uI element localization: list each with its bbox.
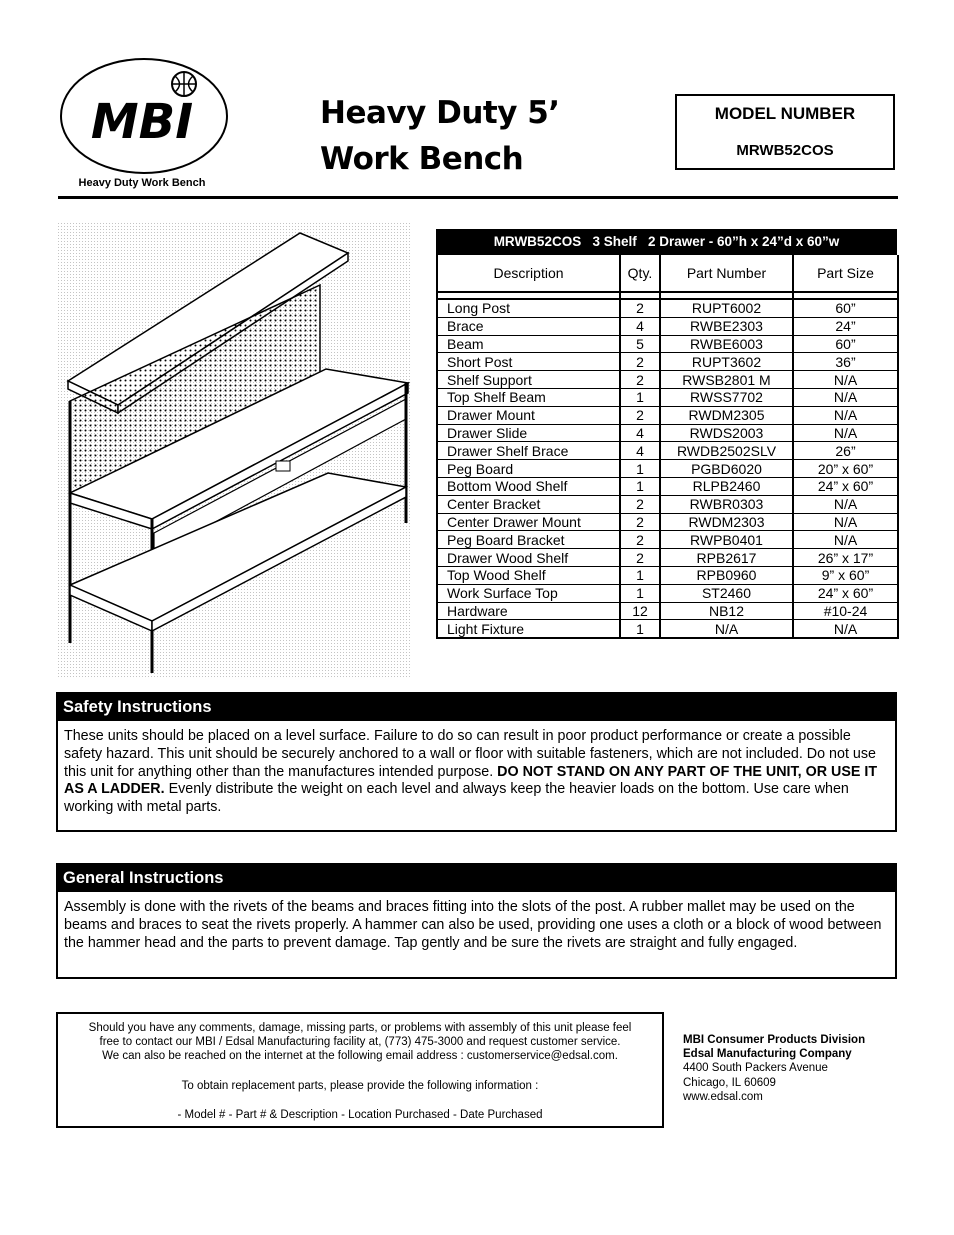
part-qty: 1 xyxy=(620,620,660,638)
table-row xyxy=(437,566,898,584)
safety-text-2: Evenly distribute the weight on each level and always keep the heavier loads on the bottom. Use care when working with metal parts. xyxy=(64,781,849,816)
part-qty: 12 xyxy=(620,602,660,620)
logo-caption: Heavy Duty Work Bench xyxy=(78,177,206,189)
company-division: MBI Consumer Products Division xyxy=(683,1034,866,1046)
table-row xyxy=(437,424,898,442)
part-number: ST2460 xyxy=(660,584,793,602)
part-qty: 1 xyxy=(620,477,660,495)
part-size: 36” xyxy=(793,353,898,371)
part-size: N/A xyxy=(793,531,898,549)
part-size: #10-24 xyxy=(793,602,898,620)
parts-caption: MRWB52COS 3 Shelf 2 Drawer - 60”h x 24”d x 60”w xyxy=(436,229,897,255)
part-description: Drawer Mount xyxy=(437,406,620,424)
col-part-size: Part Size xyxy=(793,255,898,292)
col-description: Description xyxy=(437,255,620,292)
part-size: 60” xyxy=(793,299,898,317)
part-number: N/A xyxy=(660,620,793,638)
part-qty: 2 xyxy=(620,495,660,513)
part-number: RWSS7702 xyxy=(660,388,793,406)
part-size: N/A xyxy=(793,406,898,424)
part-number: RWBE2303 xyxy=(660,317,793,335)
table-row xyxy=(437,317,898,335)
part-number: RWBR0303 xyxy=(660,495,793,513)
part-qty: 2 xyxy=(620,513,660,531)
safety-instructions xyxy=(56,692,897,832)
header-divider xyxy=(58,196,898,199)
table-row xyxy=(437,584,898,602)
title-line-1: Heavy Duty 5’ xyxy=(320,95,560,131)
part-number: RUPT6002 xyxy=(660,299,793,317)
col-qty: Qty. xyxy=(620,255,660,292)
part-description: Beam xyxy=(437,335,620,353)
table-row xyxy=(437,335,898,353)
table-row xyxy=(437,442,898,460)
title-line-2: Work Bench xyxy=(320,141,524,177)
part-size: 24” x 60” xyxy=(793,584,898,602)
part-description: Shelf Support xyxy=(437,371,620,389)
part-description: Peg Board Bracket xyxy=(437,531,620,549)
part-size: N/A xyxy=(793,495,898,513)
company-website[interactable]: www.edsal.com xyxy=(683,1090,763,1103)
part-number: RWSB2801 M xyxy=(660,371,793,389)
company-name: Edsal Manufacturing Company xyxy=(683,1048,852,1061)
safety-warning: DO NOT STAND ON ANY PART OF THE UNIT, OR USE IT AS A LADDER. xyxy=(64,763,878,798)
part-description: Drawer Slide xyxy=(437,424,620,442)
part-number: RWDB2502SLV xyxy=(660,442,793,460)
safety-text-1: These units should be placed on a level surface. Failure to do so can result in poor product performance or create a possible safety hazard. This unit should be securely anchored to a wall or floor with suitable fasteners, which are not included. Do not use this unit for anything other than the manufactures intended purpose. xyxy=(64,728,876,780)
logo-text: MBI xyxy=(90,94,194,150)
part-number: RPB2617 xyxy=(660,549,793,567)
part-description: Drawer Wood Shelf xyxy=(437,549,620,567)
part-number: RWPB0401 xyxy=(660,531,793,549)
table-row xyxy=(437,513,898,531)
part-size: 26” xyxy=(793,442,898,460)
part-qty: 2 xyxy=(620,353,660,371)
part-description: Hardware xyxy=(437,602,620,620)
parts-table xyxy=(436,255,899,639)
spacer-row xyxy=(437,292,898,299)
part-qty: 4 xyxy=(620,317,660,335)
part-description: Drawer Shelf Brace xyxy=(437,442,620,460)
table-row xyxy=(437,477,898,495)
part-description: Long Post xyxy=(437,299,620,317)
part-size: 9” x 60” xyxy=(793,566,898,584)
part-description: Short Post xyxy=(437,353,620,371)
part-size: N/A xyxy=(793,388,898,406)
page-title xyxy=(320,90,560,182)
model-value: MRWB52COS xyxy=(736,142,834,159)
contact-line-2: free to contact our MBI / Edsal Manufacturing facility at, (773) 475-3000 and request customer service. xyxy=(99,1036,621,1049)
table-row xyxy=(437,531,898,549)
part-number: RWDM2303 xyxy=(660,513,793,531)
table-row xyxy=(437,388,898,406)
general-instructions xyxy=(56,863,897,979)
part-qty: 1 xyxy=(620,388,660,406)
part-number: RWBE6003 xyxy=(660,335,793,353)
contact-line-3: We can also be reached on the internet at the following email address : customerservice@edsal.com. xyxy=(102,1050,618,1063)
model-number-box xyxy=(675,94,895,170)
part-qty: 4 xyxy=(620,442,660,460)
part-description: Work Surface Top xyxy=(437,584,620,602)
part-description: Center Drawer Mount xyxy=(437,513,620,531)
table-row xyxy=(437,549,898,567)
company-city: Chicago, IL 60609 xyxy=(683,1076,776,1089)
part-number: RWDM2305 xyxy=(660,406,793,424)
part-qty: 2 xyxy=(620,549,660,567)
part-qty: 1 xyxy=(620,460,660,478)
table-row xyxy=(437,371,898,389)
part-size: N/A xyxy=(793,424,898,442)
part-number: RWDS2003 xyxy=(660,424,793,442)
part-qty: 2 xyxy=(620,531,660,549)
table-row xyxy=(437,460,898,478)
part-description: Bottom Wood Shelf xyxy=(437,477,620,495)
workbench-illustration xyxy=(58,223,412,679)
table-row xyxy=(437,299,898,317)
part-description: Brace xyxy=(437,317,620,335)
part-qty: 2 xyxy=(620,299,660,317)
contact-line-1: Should you have any comments, damage, missing parts, or problems with assembly of this unit please feel xyxy=(88,1022,632,1034)
contact-box xyxy=(56,1012,664,1128)
part-description: Top Shelf Beam xyxy=(437,388,620,406)
safety-title: Safety Instructions xyxy=(58,694,895,721)
part-size: 20” x 60” xyxy=(793,460,898,478)
part-qty: 4 xyxy=(620,424,660,442)
part-description: Center Bracket xyxy=(437,495,620,513)
contact-line-5: - Model # - Part # & Description - Location Purchased - Date Purchased xyxy=(177,1108,543,1121)
part-size: 60” xyxy=(793,335,898,353)
part-size: 24” x 60” xyxy=(793,477,898,495)
model-label: MODEL NUMBER xyxy=(714,104,856,123)
general-text: Assembly is done with the rivets of the beams and braces fitting into the slots of the post. A rubber mallet may be used on the beams and braces to seat the rivets properly. A hammer can also be used, providing one uses a cloth or a block of wood between the hammer head and the parts to prevent damage. Tap gently and be sure the rivets are straight and fully engaged. xyxy=(64,899,882,951)
parts-header-row xyxy=(437,255,898,292)
part-qty: 1 xyxy=(620,584,660,602)
part-number: NB12 xyxy=(660,602,793,620)
part-size: N/A xyxy=(793,620,898,638)
table-row xyxy=(437,602,898,620)
part-size: N/A xyxy=(793,513,898,531)
part-number: RPB0960 xyxy=(660,566,793,584)
table-row xyxy=(437,495,898,513)
mbi-logo xyxy=(58,56,230,178)
part-number: RUPT3602 xyxy=(660,353,793,371)
part-qty: 1 xyxy=(620,566,660,584)
contact-line-4: To obtain replacement parts, please provide the following information : xyxy=(181,1079,539,1092)
part-qty: 2 xyxy=(620,406,660,424)
part-size: 26” x 17” xyxy=(793,549,898,567)
table-row xyxy=(437,620,898,638)
company-street: 4400 South Packers Avenue xyxy=(683,1062,828,1075)
part-size: N/A xyxy=(793,371,898,389)
col-part-number: Part Number xyxy=(660,255,793,292)
part-description: Light Fixture xyxy=(447,620,525,637)
part-description: Peg Board xyxy=(437,460,620,478)
part-qty: 5 xyxy=(620,335,660,353)
table-row xyxy=(437,406,898,424)
safety-text xyxy=(58,721,895,825)
general-title: General Instructions xyxy=(58,865,895,892)
part-description: Top Wood Shelf xyxy=(437,566,620,584)
parts-list xyxy=(436,229,897,639)
table-row xyxy=(437,353,898,371)
part-number: PGBD6020 xyxy=(660,460,793,478)
part-size: 24” xyxy=(793,317,898,335)
company-address xyxy=(683,1033,865,1104)
part-number: RLPB2460 xyxy=(660,477,793,495)
part-qty: 2 xyxy=(620,371,660,389)
